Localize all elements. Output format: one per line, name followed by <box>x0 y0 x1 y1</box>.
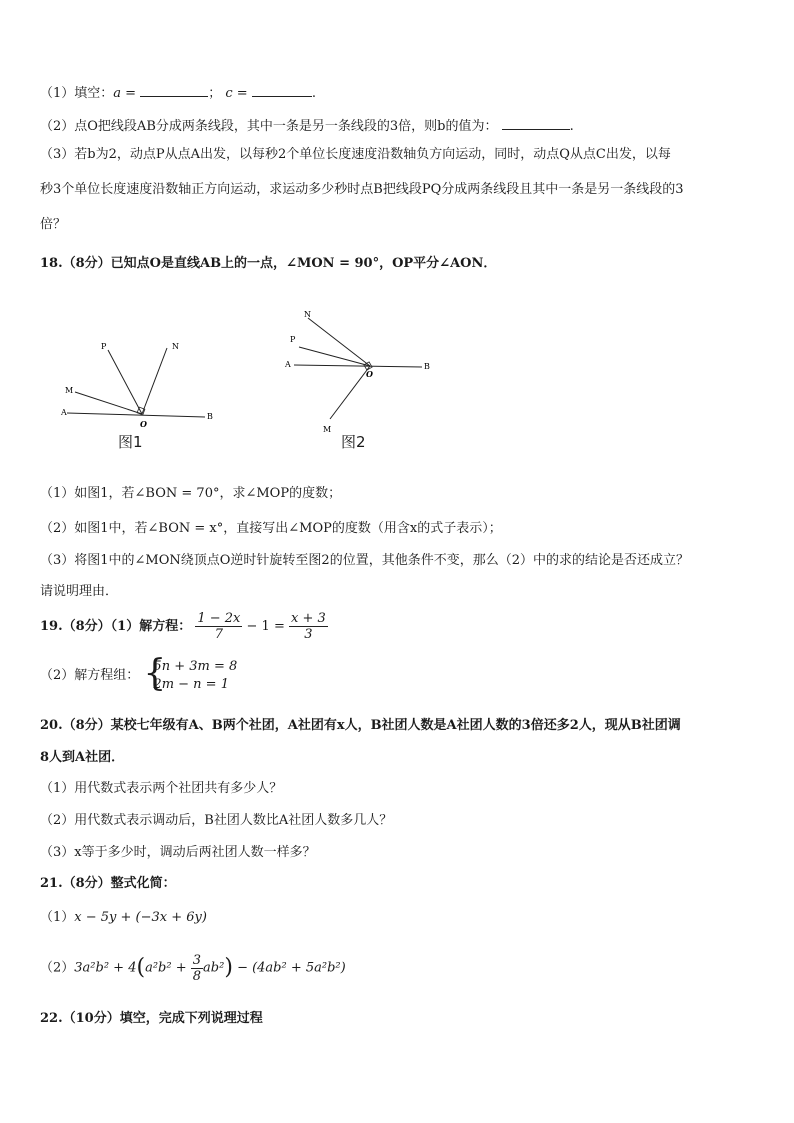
answer-blank-a[interactable] <box>140 84 208 97</box>
point-n-label: N <box>304 310 311 319</box>
equation-1: 5n + 3m = 8 <box>153 658 238 674</box>
q20-part2: （2）用代数式表示调动后，B社团人数比A社团人数多几人？ <box>40 813 393 828</box>
q18-part2: （2）如图1中，若∠BON = x°，直接写出∠MOP的度数（用含x的式子表示）； <box>40 521 502 536</box>
line-ab <box>294 365 422 367</box>
figure-1-diagram <box>55 335 225 445</box>
q20-line1: 20.（8分）某校七年级有A、B两个社团，A社团有x人，B社团人数是A社团人数的3倍还多2人，现从B社团调 <box>40 718 681 733</box>
point-a-label: A <box>285 360 291 369</box>
point-b-label: B <box>424 362 430 371</box>
q18-part1: （1）如图1，若∠BON = 70°，求∠MOP的度数； <box>40 486 342 501</box>
q17-part3-line3: 倍？ <box>40 217 67 232</box>
figure-1-label: 图1 <box>118 433 143 451</box>
fraction-left: $\frac{1 - 2x}{7}$ <box>197 611 241 642</box>
line-ab <box>67 413 205 417</box>
point-m-label: M <box>323 425 332 434</box>
ray-op <box>299 347 370 366</box>
q20-line2: 8人到A社团． <box>40 750 125 765</box>
q20-part1: （1）用代数式表示两个社团共有多少人？ <box>40 781 283 796</box>
q17-part2: （2）点O把线段AB分成两条线段，其中一条是另一条线段的3倍，则b的值为： . <box>40 119 574 134</box>
q19-part2: （2）解方程组： { 5n + 3m = 8 2m − n = 1 <box>40 652 238 694</box>
q18-heading: 18.（8分）已知点O是直线AB上的一点，∠MON = 90°，OP平分∠AON． <box>40 256 497 271</box>
point-o-label: O <box>140 419 147 429</box>
figure-2-diagram <box>278 305 438 435</box>
q20-part3: （3）x等于多少时，调动后两社团人数一样多？ <box>40 845 316 860</box>
point-p-label: P <box>101 342 107 351</box>
answer-blank-b[interactable] <box>502 117 570 130</box>
fraction-right: $\frac{x + 3}{3}$ <box>291 611 326 642</box>
ray-om <box>330 366 370 419</box>
point-o-label: O <box>366 369 373 379</box>
ray-on <box>308 318 370 366</box>
q21-part1: （1）x − 5y + (−3x + 6y) <box>40 910 207 925</box>
point-p-label: P <box>290 335 296 344</box>
ray-on <box>142 348 167 414</box>
q17-part3-line1: （3）若b为2，动点P从点A出发，以每秒2个单位长度速度沿数轴负方向运动，同时，动点Q从点C出发，以每 <box>40 147 671 162</box>
point-n-label: N <box>172 342 179 351</box>
q19-part1: 19.（8分）（1）解方程： $\frac{1 - 2x}{7}$ − 1 = $\frac{x + 3}{3}$ <box>40 611 326 642</box>
q21-heading: 21.（8分）整式化简： <box>40 876 176 891</box>
q18-part3-line1: （3）将图1中的∠MON绕顶点O逆时针旋转至图2的位置，其他条件不变，那么（2）中的求的结论是否还成立？ <box>40 553 689 568</box>
answer-blank-c[interactable] <box>252 84 312 97</box>
equation-2: 2m − n = 1 <box>153 676 229 692</box>
q17-part1: （1）填空：a = ； c = . <box>40 86 316 101</box>
q18-part3-line2: 请说明理由． <box>40 584 119 599</box>
point-b-label: B <box>207 412 213 421</box>
q21-part2: （2）3a²b² + 4(a²b² + $\frac{3}{8}$ ab²) − (4ab² + 5a²b²) <box>40 952 346 984</box>
figure-2-label: 图2 <box>341 433 366 451</box>
q22-heading: 22.（10分）填空，完成下列说理过程 <box>40 1011 263 1026</box>
equation-system: { 5n + 3m = 8 2m − n = 1 <box>143 652 238 694</box>
q17-part3-line2: 秒3个单位长度速度沿数轴正方向运动，求运动多少秒时点B把线段PQ分成两条线段且其中一条是另一条线段的3 <box>40 182 684 197</box>
fraction-three-eighths: $\frac{3}{8}$ <box>192 952 202 984</box>
point-m-label: M <box>65 386 74 395</box>
point-a-label: A <box>61 408 67 417</box>
